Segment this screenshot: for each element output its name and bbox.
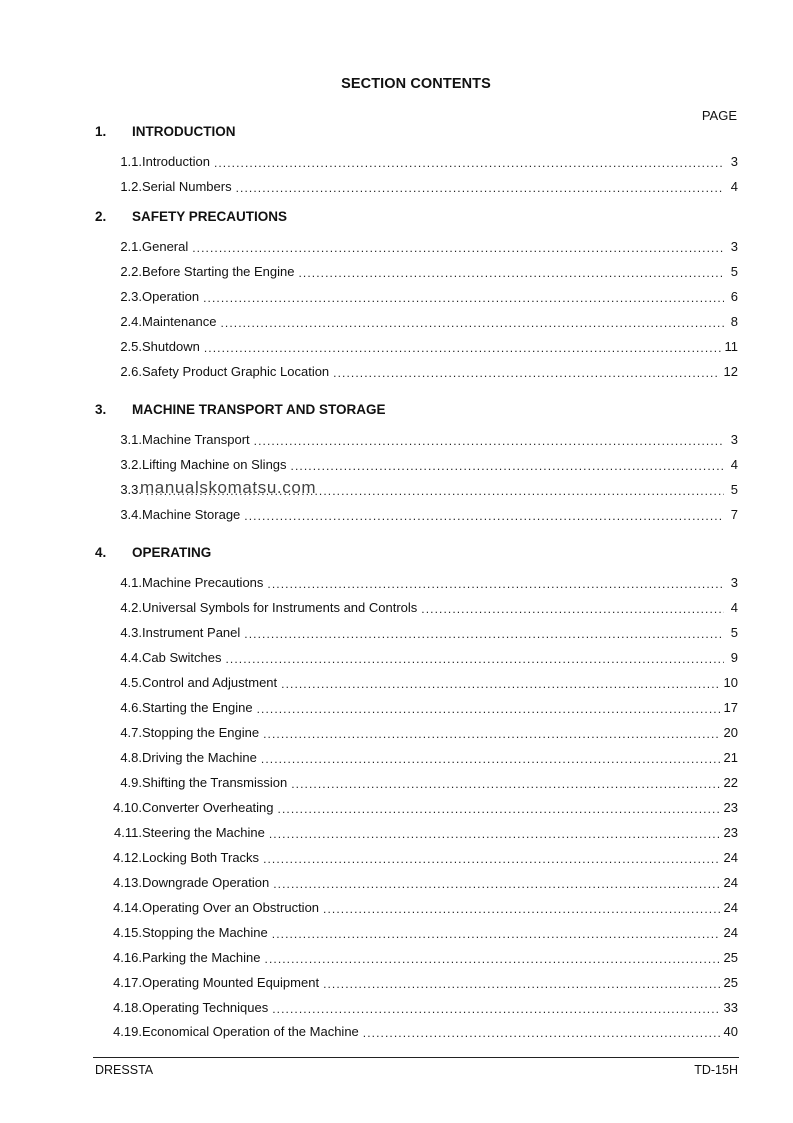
toc-entry: 4.8. Driving the Machine ..... 21 xyxy=(95,750,738,768)
section-heading-operating: 4. OPERATING xyxy=(95,545,212,560)
toc-entry: 2.3. Operation ..... 6 xyxy=(95,289,738,307)
toc-entry: 2.6. Safety Product Graphic Location ..... 12 xyxy=(95,364,738,382)
section-heading-safety-precautions: 2. SAFETY PRECAUTIONS xyxy=(95,209,288,224)
toc-entry: 4.10. Converter Overheating ..... 23 xyxy=(95,800,738,818)
page-title: SECTION CONTENTS xyxy=(341,76,491,92)
toc-entry: 2.1. General ..... 3 xyxy=(95,239,738,257)
toc-entry: 4.7. Stopping the Engine ..... 20 xyxy=(95,725,738,743)
toc-entry: 4.19. Economical Operation of the Machine ..... 40 xyxy=(95,1024,738,1042)
toc-entry: 4.14. Operating Over an Obstruction ..... 24 xyxy=(95,900,738,918)
toc-entry: 1.2. Serial Numbers ..... 4 xyxy=(95,179,738,197)
footer-divider xyxy=(93,1057,739,1058)
toc-entry: 2.2. Before Starting the Engine ..... 5 xyxy=(95,264,738,282)
toc-entry: 3.1. Machine Transport ..... 3 xyxy=(95,432,738,450)
toc-entry: 4.11. Steering the Machine ..... 23 xyxy=(95,825,738,843)
section-heading-introduction: 1. INTRODUCTION xyxy=(95,124,236,139)
watermark-text: manualskomatsu.com xyxy=(140,478,317,497)
toc-entry: 4.15. Stopping the Machine ..... 24 xyxy=(95,925,738,943)
toc-entry: 2.5. Shutdown ..... 11 xyxy=(95,339,738,357)
toc-entry: 4.12. Locking Both Tracks ..... 24 xyxy=(95,850,738,868)
footer-brand: DRESSTA xyxy=(95,1063,154,1077)
toc-entry: 4.6. Starting the Engine ..... 17 xyxy=(95,700,738,718)
toc-entry: 1.1. Introduction ..... 3 xyxy=(95,154,738,172)
toc-entry: 3.3. ..... 5 xyxy=(95,482,738,500)
toc-entry: 4.3. Instrument Panel ..... 5 xyxy=(95,625,738,643)
section-heading-machine-transport-and-storage: 3. MACHINE TRANSPORT AND STORAGE xyxy=(95,402,386,417)
toc-entry: 4.1. Machine Precautions ..... 3 xyxy=(95,575,738,593)
toc-entry: 3.4. Machine Storage ..... 7 xyxy=(95,507,738,525)
toc-entry: 4.2. Universal Symbols for Instruments and Controls ..... 4 xyxy=(95,600,738,618)
page-column-label: PAGE xyxy=(701,108,737,123)
toc-entry: 4.9. Shifting the Transmission ..... 22 xyxy=(95,775,738,793)
toc-entry: 4.4. Cab Switches ..... 9 xyxy=(95,650,738,668)
toc-entry: 4.13. Downgrade Operation ..... 24 xyxy=(95,875,738,893)
toc-entry: 3.2. Lifting Machine on Slings ..... 4 xyxy=(95,457,738,475)
toc-entry: 4.18. Operating Techniques ..... 33 xyxy=(95,1000,738,1018)
toc-entry: 4.17. Operating Mounted Equipment ..... 25 xyxy=(95,975,738,993)
toc-entry: 4.16. Parking the Machine ..... 25 xyxy=(95,950,738,968)
toc-entry: 4.5. Control and Adjustment ..... 10 xyxy=(95,675,738,693)
toc-entry: 2.4. Maintenance ..... 8 xyxy=(95,314,738,332)
footer-model: TD-15H xyxy=(694,1063,738,1077)
